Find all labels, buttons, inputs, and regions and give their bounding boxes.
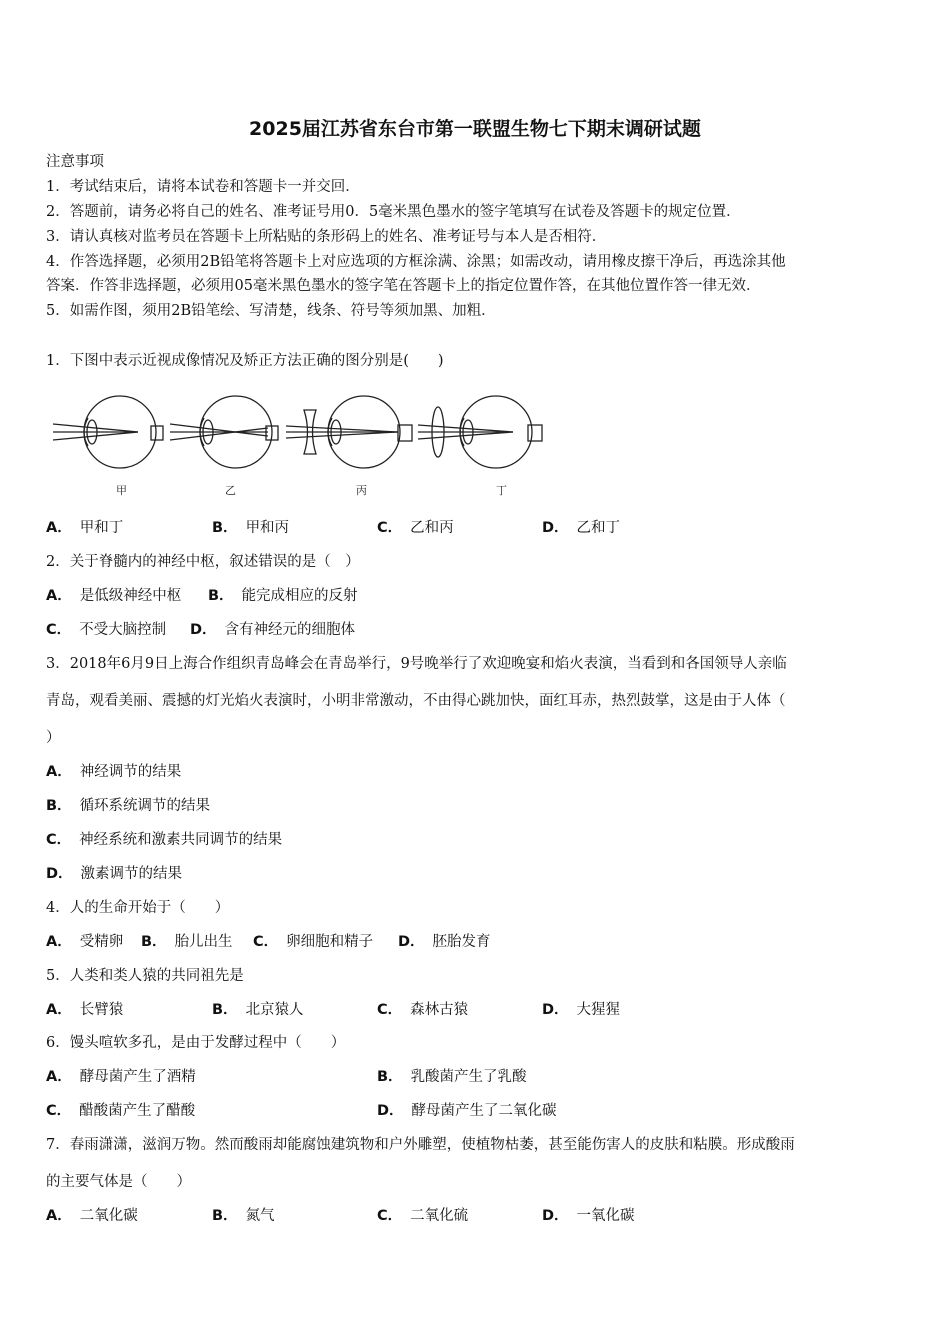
question-7-option-b: B． 氮气 [212,1208,275,1224]
question-4-option-a: A． 受精卵 [46,934,124,950]
question-1-option-d: D． 乙和丁 [542,520,621,536]
question-5-option-d: D． 大猩猩 [542,1002,621,1018]
notice-item: 2．答题前，请务必将自己的姓名、准考证号用0．5毫米黑色墨水的签字笔填写在试卷及答题卡的规定位置． [46,204,741,220]
question-1-option-a: A． 甲和丁 [46,520,124,536]
eye-diagram-bing [286,396,412,468]
question-4-option-b: B． 胎儿出生 [141,934,233,950]
notice-item: 5．如需作图，须用2B铅笔绘、写清楚，线条、符号等须加黑、加粗． [46,303,496,319]
question-6-option-b: B． 乳酸菌产生了乳酸 [377,1069,527,1085]
question-3-option-a: A． 神经调节的结果 [46,764,182,780]
question-1-option-c: C． 乙和丙 [377,520,454,536]
question-2-option-b: B． 能完成相应的反射 [208,588,358,604]
question-4-stem: 4．人的生命开始于（ ） [46,900,230,916]
eye-diagram-figure [48,380,558,505]
question-5-option-c: C． 森林古猿 [377,1002,469,1018]
question-7-stem: 7．春雨潇潇，滋润万物。然而酸雨却能腐蚀建筑物和户外雕塑，使植物枯萎，甚至能伤害人的皮肤和粘膜。形成酸雨 [46,1137,795,1153]
question-1-option-b: B． 甲和丙 [212,520,290,536]
eye-diagram-yi [170,396,278,468]
question-7-option-c: C． 二氧化硫 [377,1208,469,1224]
notice-item: 3．请认真核对监考员在答题卡上所粘贴的条形码上的姓名、准考证号与本人是否相符． [46,229,607,245]
eye-diagrams [48,380,558,505]
eye-diagram-jia [53,396,163,468]
question-3-stem: 3．2018年6月9日上海合作组织青岛峰会在青岛举行，9号晚举行了欢迎晚宴和焰火表演，当看到和各国领导人亲临 [46,656,787,672]
question-7-option-a: A． 二氧化碳 [46,1208,138,1224]
question-4-option-c: C． 卵细胞和精子 [253,934,374,950]
figure-label-jia: 甲 [116,484,127,497]
question-6-option-c: C． 醋酸菌产生了醋酸 [46,1103,196,1119]
figure-label-yi: 乙 [225,484,236,497]
question-3-option-b: B． 循环系统调节的结果 [46,798,211,814]
question-3-stem: 青岛，观看美丽、震撼的灯光焰火表演时，小明非常激动，不由得心跳加快，面红耳赤，热烈鼓掌，这是由于人体（ [46,693,786,709]
question-3-option-d: D． 激素调节的结果 [46,866,183,882]
notice-item: 答案．作答非选择题，必须用05毫米黑色墨水的签字笔在答题卡上的指定位置作答，在其他位置作答一律无效． [46,278,761,294]
question-2-stem: 2．关于脊髓内的神经中枢，叙述错误的是（ ） [46,554,360,570]
figure-label-ding: 丁 [496,484,507,497]
question-5-option-b: B． 北京猿人 [212,1002,304,1018]
question-6-stem: 6．馒头喧软多孔，是由于发酵过程中（ ） [46,1035,346,1051]
question-5-option-a: A． 长臂猿 [46,1002,124,1018]
question-1-stem: 1．下图中表示近视成像情况及矫正方法正确的图分别是( ) [46,353,444,369]
question-2-option-a: A． 是低级神经中枢 [46,588,182,604]
notice-heading: 注意事项 [46,154,104,170]
figure-label-bing: 丙 [356,484,367,497]
question-2-option-d: D． 含有神经元的细胞体 [190,622,356,638]
question-2-option-c: C． 不受大脑控制 [46,622,167,638]
question-4-option-d: D． 胚胎发育 [398,934,491,950]
question-5-stem: 5．人类和类人猿的共同祖先是 [46,968,244,984]
question-6-option-a: A． 酵母菌产生了酒精 [46,1069,196,1085]
eye-diagram-ding [418,396,542,468]
question-7-stem: 的主要气体是（ ） [46,1174,191,1190]
notice-item: 4．作答选择题，必须用2B铅笔将答题卡上对应选项的方框涂满、涂黑；如需改动，请用橡皮擦干净后，再选涂其他 [46,254,786,270]
question-3-stem: ） [46,730,61,746]
question-6-option-d: D． 酵母菌产生了二氧化碳 [377,1103,557,1119]
notice-item: 1．考试结束后，请将本试卷和答题卡一并交回． [46,179,360,195]
question-3-option-c: C． 神经系统和激素共同调节的结果 [46,832,283,848]
page-title: 2025届江苏省东台市第一联盟生物七下期末调研试题 [249,118,701,140]
question-7-option-d: D． 一氧化碳 [542,1208,635,1224]
